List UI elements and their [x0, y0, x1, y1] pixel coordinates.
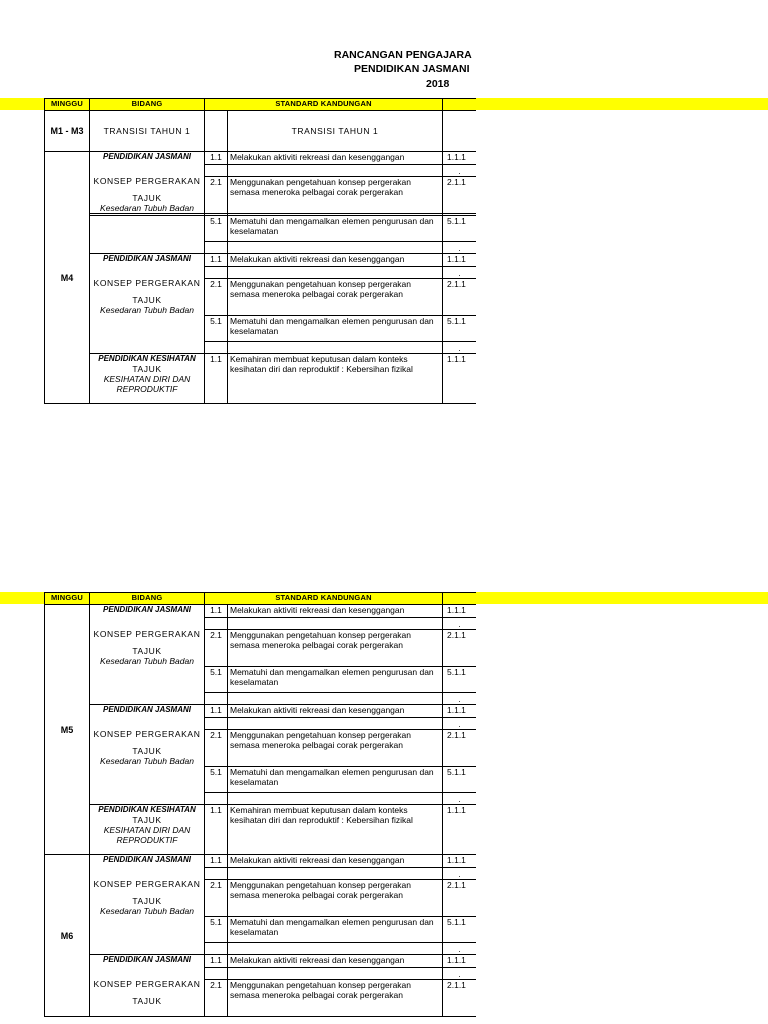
sp-ref[interactable]: 5.1.1 [443, 316, 477, 342]
sp-ref[interactable]: 1.1.1 [443, 354, 477, 404]
sk-number[interactable]: 2.1 [205, 279, 228, 316]
header-bidang[interactable]: BIDANG [90, 99, 205, 111]
sk-number[interactable]: 2.1 [205, 730, 228, 767]
sk-number[interactable]: 1.1 [205, 605, 228, 618]
bidang-pj-label: PENDIDIKAN JASMANI [102, 955, 191, 964]
sk-text[interactable]: Menggunakan pengetahuan konsep pergerakan semasa meneroka pelbagai corak pergerakan [228, 630, 443, 667]
sk-number[interactable]: 2.1 [205, 177, 228, 214]
sp-ref[interactable]: 2.1.1 [443, 730, 477, 767]
sk-text[interactable]: Menggunakan pengetahuan konsep pergerakan semasa meneroka pelbagai corak pergerakan [228, 730, 443, 767]
sp-ref[interactable]: 2.1.1 [443, 279, 477, 316]
bidang-pj-block[interactable] [90, 152, 205, 214]
title-line-2: PENDIDIKAN JASMANI [354, 63, 470, 75]
sk-number[interactable]: 2.1 [205, 630, 228, 667]
sp-ref[interactable]: 1.1.1 [443, 705, 477, 718]
sk-text[interactable]: Kemahiran membuat keputusan dalam konteks kesihatan diri dan reproduktif : Kebersihan fizikal [228, 805, 443, 855]
sp-ref[interactable]: 2.1.1 [443, 630, 477, 667]
bidang-pj-label: PENDIDIKAN JASMANI [102, 705, 191, 714]
bidang-tajuk-label: TAJUK [132, 295, 162, 305]
sk-text[interactable]: Mematuhi dan mengamalkan elemen pengurusan dan keselamatan [228, 767, 443, 793]
bidang-pk-block[interactable] [90, 354, 205, 404]
bidang-kesedaran-label: Kesedaran Tubuh Badan [100, 305, 194, 315]
sp-ref-continuation[interactable]: . [443, 267, 477, 279]
sk-number[interactable]: 1.1 [205, 955, 228, 968]
sk-number[interactable]: 1.1 [205, 705, 228, 718]
title-year: 2018 [426, 78, 450, 90]
sp-ref[interactable]: 1.1.1 [443, 254, 477, 267]
bidang-kesedaran-label: Kesedaran Tubuh Badan [100, 906, 194, 916]
bidang-pj-block[interactable] [90, 254, 205, 354]
transisi-standard-text: TRANSISI TAHUN 1 [291, 126, 379, 136]
header-standard[interactable]: STANDARD KANDUNGAN [205, 593, 443, 605]
sp-ref-continuation[interactable]: . [443, 693, 477, 705]
bidang-pj-label: PENDIDIKAN JASMANI [102, 152, 191, 161]
header-standard[interactable]: STANDARD KANDUNGAN [205, 99, 443, 111]
sk-number[interactable]: 1.1 [205, 152, 228, 165]
sp-ref[interactable]: 5.1.1 [443, 667, 477, 693]
bidang-kesihatan-label: KESIHATAN DIRI DAN REPRODUKTIF [103, 825, 191, 845]
sk-text[interactable]: Menggunakan pengetahuan konsep pergerakan semasa meneroka pelbagai corak pergerakan [228, 980, 443, 1017]
sk-number[interactable]: 1.1 [205, 855, 228, 868]
sk-number[interactable]: 5.1 [205, 767, 228, 793]
week-m4[interactable]: M4 [45, 152, 90, 404]
bidang-tajuk-label: TAJUK [132, 746, 162, 756]
bidang-kesedaran-label: Kesedaran Tubuh Badan [100, 656, 194, 666]
sk-number[interactable]: 5.1 [205, 216, 228, 242]
bidang-pj-block[interactable] [90, 855, 205, 955]
sp-ref[interactable]: 5.1.1 [443, 216, 477, 242]
sk-number[interactable]: 2.1 [205, 980, 228, 1017]
sp-ref-continuation[interactable]: . [443, 943, 477, 955]
bidang-pj-block[interactable] [90, 705, 205, 805]
sp-ref-continuation[interactable]: . [443, 165, 477, 177]
week-m5[interactable]: M5 [45, 605, 90, 855]
empty-cell[interactable] [443, 111, 477, 152]
sk-number[interactable]: 1.1 [205, 354, 228, 404]
sp-ref[interactable]: 2.1.1 [443, 980, 477, 1017]
sk-number[interactable]: 2.1 [205, 880, 228, 917]
spreadsheet-table-1 [44, 98, 476, 406]
sk-text[interactable]: Mematuhi dan mengamalkan elemen pengurusan dan keselamatan [228, 216, 443, 242]
bidang-pk-label: PENDIDIKAN KESIHATAN [98, 354, 196, 363]
bidang-tajuk-label: TAJUK [132, 646, 162, 656]
sk-number[interactable]: 5.1 [205, 316, 228, 342]
sp-ref[interactable]: 1.1.1 [443, 855, 477, 868]
sk-text[interactable]: Melakukan aktiviti rekreasi dan kesenggangan [228, 955, 443, 968]
sk-text[interactable]: Menggunakan pengetahuan konsep pergerakan semasa meneroka pelbagai corak pergerakan [228, 177, 443, 214]
sp-ref[interactable]: 1.1.1 [443, 955, 477, 968]
bidang-konsep-label: KONSEP PERGERAKAN [93, 176, 201, 186]
sp-ref-continuation[interactable]: . [443, 342, 477, 354]
sk-text[interactable]: Mematuhi dan mengamalkan elemen pengurusan dan keselamatan [228, 667, 443, 693]
sk-text[interactable]: Melakukan aktiviti rekreasi dan kesenggangan [228, 254, 443, 267]
sp-ref-continuation[interactable]: . [443, 242, 477, 254]
bidang-kesedaran-label: Kesedaran Tubuh Badan [100, 203, 194, 213]
bidang-konsep-label: KONSEP PERGERAKAN [93, 879, 201, 889]
transisi-standard[interactable] [228, 111, 443, 152]
bidang-kesedaran-label: Kesedaran Tubuh Badan [100, 756, 194, 766]
sk-text[interactable]: Mematuhi dan mengamalkan elemen pengurusan dan keselamatan [228, 917, 443, 943]
sk-text[interactable]: Melakukan aktiviti rekreasi dan kesenggangan [228, 605, 443, 618]
sk-number[interactable]: 1.1 [205, 805, 228, 855]
sp-ref-continuation[interactable]: . [443, 968, 477, 980]
sp-ref-continuation[interactable]: . [443, 793, 477, 805]
transisi-bidang[interactable] [90, 111, 205, 152]
bidang-pj-block[interactable] [90, 955, 205, 1017]
sp-ref[interactable]: 2.1.1 [443, 880, 477, 917]
sp-ref[interactable]: 5.1.1 [443, 917, 477, 943]
bidang-konsep-label: KONSEP PERGERAKAN [93, 979, 201, 989]
sk-text[interactable]: Kemahiran membuat keputusan dalam konteks kesihatan diri dan reproduktif : Kebersihan fizikal [228, 354, 443, 404]
sk-text[interactable]: Menggunakan pengetahuan konsep pergerakan semasa meneroka pelbagai corak pergerakan [228, 880, 443, 917]
sk-text[interactable]: Melakukan aktiviti rekreasi dan kesenggangan [228, 855, 443, 868]
header-bidang[interactable]: BIDANG [90, 593, 205, 605]
sp-ref[interactable]: 1.1.1 [443, 152, 477, 165]
sk-text[interactable]: Menggunakan pengetahuan konsep pergerakan semasa meneroka pelbagai corak pergerakan [228, 279, 443, 316]
bidang-pj-block[interactable] [90, 605, 205, 705]
bidang-konsep-label: KONSEP PERGERAKAN [93, 278, 201, 288]
bidang-pj-label: PENDIDIKAN JASMANI [102, 254, 191, 263]
sk-text[interactable]: Mematuhi dan mengamalkan elemen pengurusan dan keselamatan [228, 316, 443, 342]
sp-ref-continuation[interactable]: . [443, 718, 477, 730]
week-m1-m3[interactable]: M1 - M3 [45, 111, 90, 152]
sk-number[interactable]: 5.1 [205, 667, 228, 693]
empty-cell[interactable] [205, 111, 228, 152]
bidang-pj-label: PENDIDIKAN JASMANI [102, 855, 191, 864]
bidang-pk-label: PENDIDIKAN KESIHATAN [98, 805, 196, 814]
header-blank[interactable] [443, 99, 477, 111]
spreadsheet-table-2 [44, 592, 476, 1024]
title-line-1: RANCANGAN PENGAJARA [334, 49, 472, 61]
sp-ref[interactable]: 5.1.1 [443, 767, 477, 793]
bidang-pj-label: PENDIDIKAN JASMANI [102, 605, 191, 614]
bidang-konsep-label: KONSEP PERGERAKAN [93, 729, 201, 739]
header-blank[interactable] [443, 593, 477, 605]
sk-text[interactable]: Melakukan aktiviti rekreasi dan kesenggangan [228, 705, 443, 718]
sp-ref[interactable]: 1.1.1 [443, 805, 477, 855]
sp-ref-continuation[interactable]: . [443, 618, 477, 630]
bidang-tajuk-label: TAJUK [132, 193, 162, 203]
bidang-tajuk-label: TAJUK [132, 896, 162, 906]
bidang-kesihatan-label: KESIHATAN DIRI DAN REPRODUKTIF [103, 374, 191, 394]
sp-ref[interactable]: 1.1.1 [443, 605, 477, 618]
header-minggu[interactable]: MINGGU [45, 593, 90, 605]
sp-ref[interactable]: 2.1.1 [443, 177, 477, 214]
bidang-pk-block[interactable] [90, 805, 205, 855]
sk-number[interactable]: 5.1 [205, 917, 228, 943]
sk-text[interactable]: Melakukan aktiviti rekreasi dan kesenggangan [228, 152, 443, 165]
week-m6[interactable]: M6 [45, 855, 90, 1017]
bidang-konsep-label: KONSEP PERGERAKAN [93, 629, 201, 639]
sk-number[interactable]: 1.1 [205, 254, 228, 267]
transisi-bidang-text: TRANSISI TAHUN 1 [103, 126, 191, 136]
bidang-tajuk-label: TAJUK [132, 815, 162, 825]
document-title [0, 49, 476, 93]
header-minggu[interactable]: MINGGU [45, 99, 90, 111]
bidang-tajuk-label: TAJUK [132, 364, 162, 374]
sp-ref-continuation[interactable]: . [443, 868, 477, 880]
bidang-tajuk-label: TAJUK [132, 996, 162, 1006]
